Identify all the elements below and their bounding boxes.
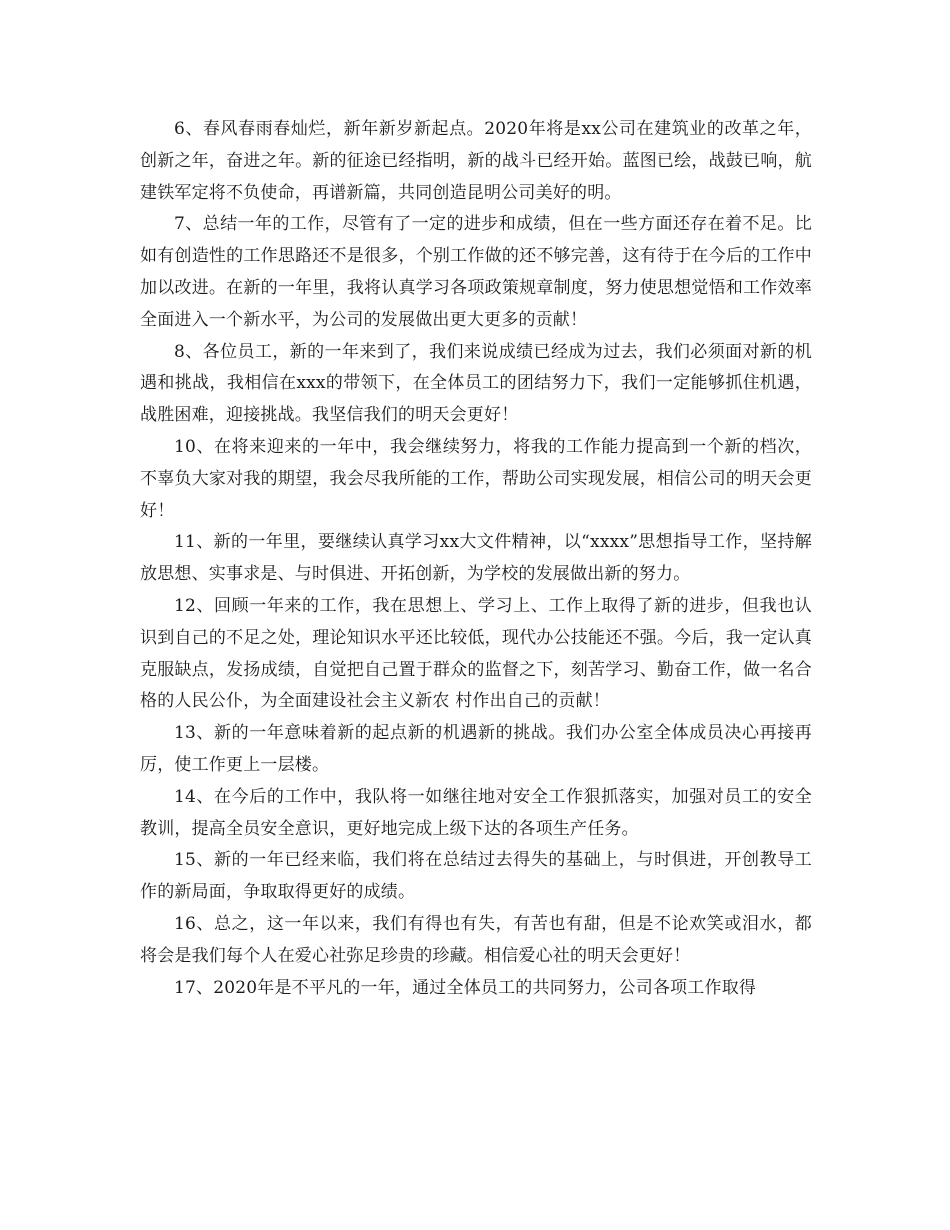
paragraph-8: 8、各位员工，新的一年来到了，我们来说成绩已经成为过去，我们必须面对新的机遇和挑战，我相信在xxx的带领下，在全体员工的团结努力下，我们一定能够抓住机遇，战胜困难，迎接挑战。我坚信我们的明天会更好！ (140, 341, 812, 426)
paragraph-10: 10、在将来迎来的一年中，我会继续努力，将我的工作能力提高到一个新的档次，不辜负大家对我的期望，我会尽我所能的工作，帮助公司实现发展，相信公司的明天会更好！ (140, 436, 812, 521)
paragraph-15: 15、新的一年已经来临，我们将在总结过去得失的基础上，与时俱进，开创教导工作的新局面，争取取得更好的成绩。 (140, 850, 812, 903)
document-body (140, 114, 812, 1004)
paragraph-16: 16、总之，这一年以来，我们有得也有失，有苦也有甜，但是不论欢笑或泪水，都将会是我们每个人在爱心社弥足珍贵的珍藏。相信爱心社的明天会更好！ (140, 913, 812, 966)
paragraph-7: 7、总结一年的工作，尽管有了一定的进步和成绩，但在一些方面还存在着不足。比如有创造性的工作思路还不是很多，个别工作做的还不够完善，这有待于在今后的工作中加以改进。在新的一年里，我将认真学习各项政策规章制度，努力使思想觉悟和工作效率全面进入一个新水平，为公司的发展做出更大更多的贡献！ (140, 214, 812, 330)
paragraph-14: 14、在今后的工作中，我队将一如继往地对安全工作狠抓落实，加强对员工的安全教训，提高全员安全意识，更好地完成上级下达的各项生产任务。 (140, 786, 812, 839)
paragraph-12: 12、回顾一年来的工作，我在思想上、学习上、工作上取得了新的进步，但我也认识到自己的不足之处，理论知识水平还比较低，现代办公技能还不强。今后，我一定认真克服缺点，发扬成绩，自觉把自己置于群众的监督之下，刻苦学习、勤奋工作，做一名合格的人民公仆，为全面建设社会主义新农 村作出自己的贡献！ (140, 595, 812, 712)
paragraph-11: 11、新的一年里，要继续认真学习xx大文件精神，以“xxxx”思想指导工作，坚持解放思想、实事求是、与时俱进、开拓创新，为学校的发展做出新的努力。 (140, 532, 812, 585)
paragraph-13: 13、新的一年意味着新的起点新的机遇新的挑战。我们办公室全体成员决心再接再厉，使工作更上一层楼。 (140, 723, 812, 775)
paragraph-6: 6、春风春雨春灿烂，新年新岁新起点。2020年将是xx公司在建筑业的改革之年，创新之年，奋进之年。新的征途已经指明，新的战斗已经开始。蓝图已绘，战鼓已响，航建铁军定将不负使命，再谱新篇，共同创造昆明公司美好的明。 (140, 119, 812, 203)
paragraph-17: 17、2020年是不平凡的一年，通过全体员工的共同努力，公司各项工作取得 (174, 977, 757, 998)
